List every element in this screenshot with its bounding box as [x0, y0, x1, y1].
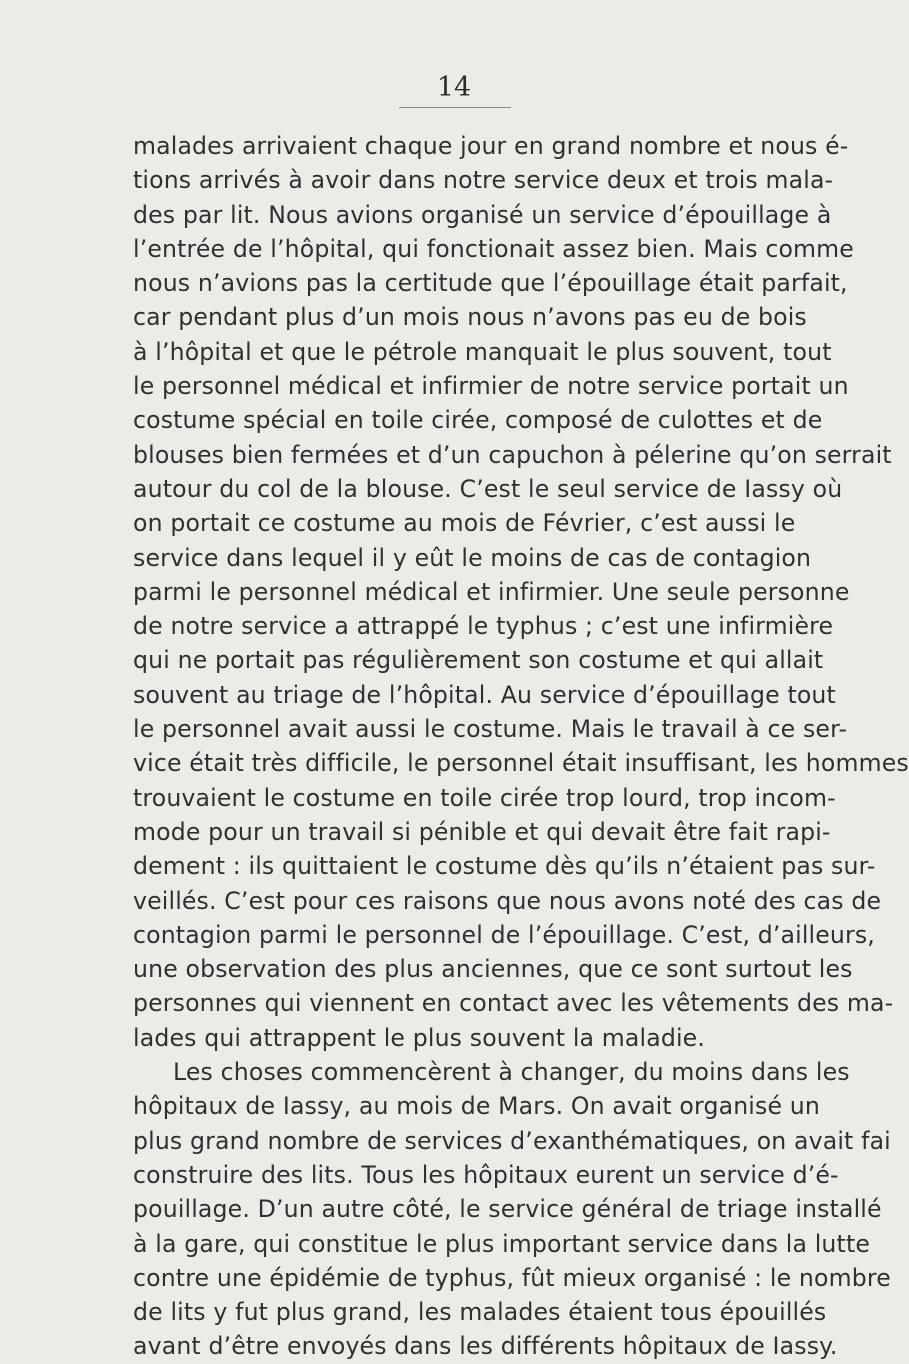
text-line: Les choses commencèrent à changer, du moins dans les	[173, 1058, 850, 1087]
text-line: malades arrivaient chaque jour en grand nombre et nous é-	[133, 132, 849, 160]
text-line: lades qui attrappent le plus souvent la maladie.	[133, 1023, 705, 1052]
text-line: l’entrée de l’hôpital, qui fonctionait assez bien. Mais comme	[133, 234, 854, 263]
text-line: blouses bien fermées et d’un capuchon à pélerine qu’on serrait	[133, 440, 892, 469]
text-line: de lits y fut plus grand, les malades étaient tous épouillés	[133, 1298, 827, 1327]
text-line: hôpitaux de Iassy, au mois de Mars. On avait organisé un	[133, 1092, 820, 1121]
text-line: souvent au triage de l’hôpital. Au service d’épouillage tout	[133, 680, 836, 709]
body-text	[133, 129, 909, 1364]
text-line: parmi le personnel médical et infirmier. Une seule personne	[133, 577, 850, 606]
text-line: nous n’avions pas la certitude que l’épouillage était parfait,	[133, 269, 848, 298]
text-line: service dans lequel il y eût le moins de cas de contagion	[133, 543, 812, 572]
text-line: costume spécial en toile cirée, composé de culottes et de	[133, 406, 823, 435]
text-line: qui ne portait pas régulièrement son costume et qui allait	[133, 646, 824, 675]
page-number-rule	[399, 107, 511, 108]
text-line: dement : ils quittaient le costume dès qu’ils n’étaient pas sur-	[133, 852, 876, 881]
text-line: tions arrivés à avoir dans notre service deux et trois mala-	[133, 166, 834, 195]
text-line: contagion parmi le personnel de l’épouillage. C’est, d’ailleurs,	[133, 920, 875, 949]
text-line: personnes qui viennent en contact avec les vêtements des ma-	[133, 989, 894, 1018]
text-line: veillés. C’est pour ces raisons que nous avons noté des cas de	[133, 886, 882, 915]
text-line: le personnel médical et infirmier de notre service portait un	[133, 372, 849, 401]
page-number: 14	[436, 72, 472, 103]
paragraph-1	[133, 129, 909, 1055]
text-line: le personnel avait aussi le costume. Mais le travail à ce ser-	[133, 715, 848, 744]
text-line: contre une épidémie de typhus, fût mieux organisé : le nombre	[133, 1263, 891, 1292]
text-line: pouillage. D’un autre côté, le service général de triage installé	[133, 1195, 882, 1224]
text-line: de notre service a attrappé le typhus ; c’est une infirmière	[133, 612, 834, 641]
text-line: car pendant plus d’un mois nous n’avons pas eu de bois	[133, 303, 807, 332]
paragraph-2	[133, 1055, 891, 1364]
text-line: construire des lits. Tous les hôpitaux eurent un service d’é-	[133, 1160, 839, 1189]
text-line: des par lit. Nous avions organisé un service d’épouillage à	[133, 200, 832, 229]
text-line: plus grand nombre de services d’exanthématiques, on avait fai	[133, 1126, 891, 1155]
text-line: mode pour un travail si pénible et qui devait être fait rapi-	[133, 817, 831, 846]
text-line: vice était très difficile, le personnel était insuffisant, les hommes	[133, 749, 909, 778]
text-line: avant d’être envoyés dans les différents hôpitaux de Iassy.	[133, 1332, 838, 1361]
text-line: à la gare, qui constitue le plus important service dans la lutte	[133, 1229, 871, 1258]
text-line: à l’hôpital et que le pétrole manquait le plus souvent, tout	[133, 337, 832, 366]
text-line: on portait ce costume au mois de Février, c’est aussi le	[133, 509, 796, 538]
text-line: une observation des plus anciennes, que ce sont surtout les	[133, 955, 853, 984]
text-line: autour du col de la blouse. C’est le seul service de Iassy où	[133, 474, 843, 503]
text-line: trouvaient le costume en toile cirée trop lourd, trop incom-	[133, 783, 836, 812]
